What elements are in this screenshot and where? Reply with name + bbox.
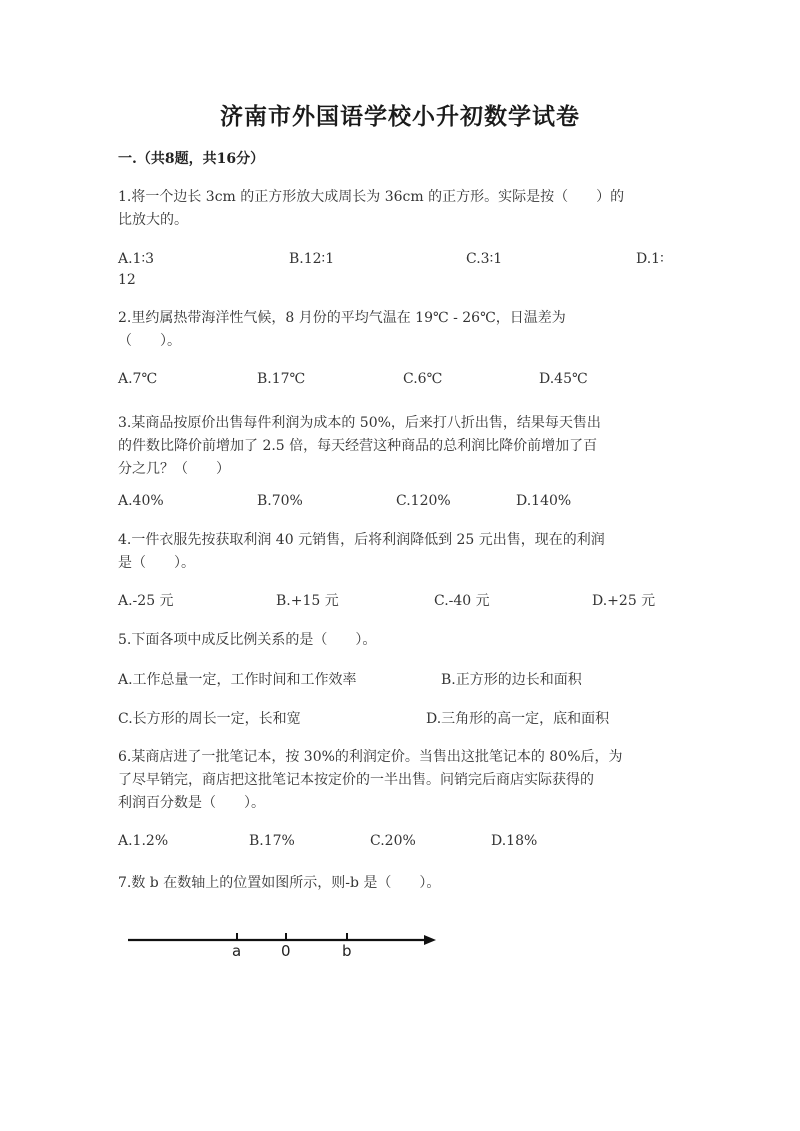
option-c[interactable]: C.120% [396, 493, 451, 509]
question-7 [118, 872, 683, 895]
option-d[interactable]: D.140% [516, 493, 572, 509]
option-b[interactable]: B.+15 元 [276, 593, 339, 609]
question-6 [118, 746, 683, 815]
option-a[interactable]: A.40% [118, 493, 164, 509]
arrow-head-icon [424, 935, 436, 945]
number-line-label-b: b [342, 942, 352, 960]
option-d-overflow: 12 [118, 272, 136, 288]
question-text-line: 利润百分数是（ ）。 [118, 795, 265, 811]
option-b[interactable]: B.70% [257, 493, 303, 509]
question-text-line: 1.将一个边长 3cm 的正方形放大成周长为 36cm 的正方形。实际是按（ ）的 [118, 189, 625, 205]
question-text-line: 7.数 b 在数轴上的位置如图所示，则-b 是（ ）。 [118, 875, 441, 891]
option-d[interactable]: D.18% [491, 833, 538, 849]
question-text-line: 比放大的。 [118, 212, 188, 228]
question-text-line: 3.某商品按原价出售每件利润为成本的 50%，后来打八折出售，结果每天售出 [118, 415, 601, 431]
option-a[interactable]: A.1∶3 [118, 251, 155, 267]
question-2 [118, 307, 683, 353]
option-c[interactable]: C.6℃ [403, 371, 443, 387]
question-5 [118, 629, 683, 652]
option-b[interactable]: B.正方形的边长和面积 [441, 672, 582, 688]
question-4 [118, 529, 683, 575]
question-text-line: 的件数比降价前增加了 2.5 倍，每天经营这种商品的总利润比降价前增加了百 [118, 438, 598, 454]
option-c[interactable]: C.3∶1 [466, 251, 503, 267]
question-text-line: 6.某商店进了一批笔记本，按 30%的利润定价。当售出这批笔记本的 80%后，为 [118, 749, 623, 765]
option-b[interactable]: B.12∶1 [289, 251, 335, 267]
option-b[interactable]: B.17℃ [257, 371, 306, 387]
question-text-line: 分之几？（ ） [118, 461, 230, 477]
option-d[interactable]: D.1∶ [636, 251, 664, 267]
number-line-label-zero: 0 [281, 942, 291, 960]
option-b[interactable]: B.17% [249, 833, 295, 849]
question-text-line: 2.里约属热带海洋性气候，8 月份的平均气温在 19℃ - 26℃，日温差为 [118, 310, 566, 326]
option-d[interactable]: D.+25 元 [592, 593, 656, 609]
option-a[interactable]: A.7℃ [118, 371, 158, 387]
option-c[interactable]: C.长方形的周长一定，长和宽 [118, 711, 301, 727]
question-1 [118, 186, 683, 232]
question-text-line: 4.一件衣服先按获取利润 40 元销售，后将利润降低到 25 元出售，现在的利润 [118, 532, 605, 548]
number-line-label-a: a [232, 942, 242, 960]
question-text-line: （ ）。 [118, 333, 181, 349]
option-c[interactable]: C.-40 元 [434, 593, 490, 609]
option-c[interactable]: C.20% [370, 833, 416, 849]
option-d[interactable]: D.三角形的高一定，底和面积 [426, 711, 610, 727]
option-a[interactable]: A.-25 元 [118, 593, 174, 609]
section-heading: 一.（共8题，共16分） [118, 151, 265, 167]
option-a[interactable]: A.工作总量一定，工作时间和工作效率 [118, 672, 357, 688]
question-text-line: 5.下面各项中成反比例关系的是（ ）。 [118, 632, 377, 648]
option-a[interactable]: A.1.2% [118, 833, 169, 849]
page-title: 济南市外国语学校小升初数学试卷 [220, 103, 580, 130]
question-3 [118, 412, 683, 481]
question-text-line: 是（ ）。 [118, 555, 195, 571]
option-d[interactable]: D.45℃ [539, 371, 588, 387]
question-text-line: 了尽早销完，商店把这批笔记本按定价的一半出售。问销完后商店实际获得的 [118, 772, 594, 788]
